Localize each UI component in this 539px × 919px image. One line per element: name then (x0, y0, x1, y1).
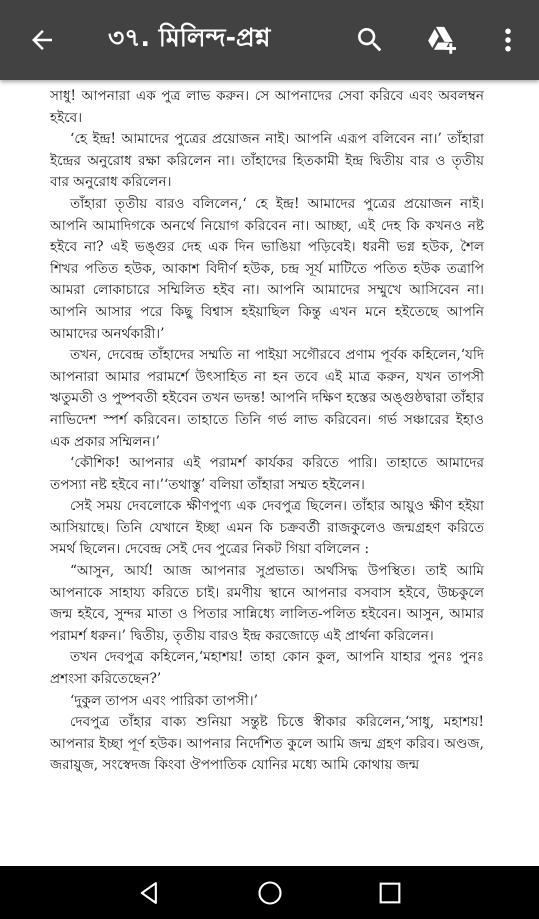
paragraph: ‘হে ইন্দ্র! আমাদের পুত্রের প্রয়োজন নাই। আপনি এরূপ বলিবেন না।’ তাঁহারা ইন্দ্রের অনুরোধ রক্ষা করিলেন না। তাঁহাদের হিতকামী ইন্দ্র দ্বিতীয় বার ও তৃতীয় বার অনুরোধ করিলেন। (50, 131, 484, 191)
paragraph: সেই সময় দেবলোকে ক্ষীণপুণ্য এক দেবপুত্র ছিলেন। তাঁহার আয়ুও ক্ষীণ হইয়া আসিয়াছে। তিনি যেখানে ইচ্ছা এমন কি চক্রবর্তী রাজকুলেও জন্মগ্রহণ করিতে সমর্থ ছিলেন। দেবেন্দ্র সেই দেব পুত্রের নিকট গিয়া বলিলেন : (50, 498, 484, 558)
system-nav-bar (0, 866, 539, 919)
nav-recents-button[interactable] (370, 874, 410, 912)
app-bar (0, 0, 539, 80)
paragraph: তাঁহারা তৃতীয় বারও বলিলেন,‘ হে ইন্দ্র! আমাদের পুত্রের প্রয়োজন নাই। আপনি আমাদিগকে অনর্থে নিয়োগ করিবেন না। আচ্ছা, এই দেহ কি কখনও নষ্ট হইবে না? এই ভঙ্গুর দেহ এক দিন ভাঙিয়া পড়িবেই। ধরনী ভগ্ন হউক, শৈল শিখর পতিত হউক, আকাশ বিদীর্ণ হউক, চন্দ্র সূর্য মাটিতে পতিত হউক তত্রাপি আমরা লোকাচারে সম্মিলিত হইব না। আপনি আমাদের সম্মুখে আসিবেন না। আপনি আসার পরে কিছু বিশ্বাস হইয়াছিল কিন্তু এখন মনে হইতেছে আপনি আমাদের অনর্থকারী।’ (50, 195, 484, 342)
nav-recents-icon (376, 879, 404, 907)
book-page[interactable] (0, 80, 539, 866)
search-button[interactable] (350, 20, 390, 60)
page-body-text (50, 86, 484, 777)
back-button[interactable] (22, 20, 62, 60)
paragraph: তখন, দেবেন্দ্র তাঁহাদের সম্মতি না পাইয়া সগৌরবে প্রণাম পূর্বক কহিলেন,‘যদি আপনারা আমার পরামর্শে উৎসাহিত না হন তবে এই মাত্র করুন, যখন তাপসী ঋতুমতী ও পুষ্পবতী হইবেন তখন ভদন্ত! আপনি দক্ষিণ হস্তের অঙ্গুষ্ঠদ্বারা তাঁহার নাভিদেশ স্পর্শ করিবেন। তাহাতে তিনি গর্ভ লাভ করিবেন। গর্ভ সঞ্চারের ইহাও এক প্রকার সম্মিলন।’ (50, 347, 484, 450)
nav-back-button[interactable] (130, 874, 170, 912)
drive-add-icon (425, 24, 459, 56)
arrow-back-icon (27, 25, 57, 55)
search-icon (354, 24, 386, 56)
paragraph: দেবপুত্র তাঁহার বাক্য শুনিয়া সন্তুষ্ট চিত্তে স্বীকার করিলেন,‘সাধু, মহাশয়! আপনার ইচ্ছা পূর্ণ হউক। আপনার নির্দেশিত কুলে আমি জন্ম গ্রহণ করিব। অণ্ডজ, জরায়ুজ, সংস্বেদজ কিংবা ঔপপাতিক যোনির মধ্যে আমি কোথায় জন্ম (50, 714, 484, 774)
paragraph: সাধু! আপনারা এক পুত্র লাভ করুন। সে আপনাদের সেবা করিবে এবং অবলম্বন হইবে। (50, 88, 484, 126)
nav-home-icon (256, 879, 284, 907)
paragraph: ‘কৌশিক! আপনার এই পরামর্শ কার্যকর করিতে পারি। তাহাতে আমাদের তপস্যা নষ্ট হইবে না।’‘তথাস্তু’ বলিয়া তাঁহারা সম্মত হইলেন। (50, 455, 484, 493)
more-vert-icon (493, 25, 523, 55)
page-title: ৩৭. মিলিন্দ-প্রশ্ন (108, 23, 271, 52)
paragraph: ‘দুকুল তাপস এবং পারিকা তাপসী।’ (70, 692, 258, 709)
more-menu-button[interactable] (488, 20, 528, 60)
paragraph: তখন দেবপুত্র কহিলেন,‘মহাশয়! তাহা কোন কুল, আপনি যাহার পুনঃ পুনঃ প্রশংসা করিতেছেন?’ (50, 649, 484, 688)
nav-home-button[interactable] (250, 874, 290, 912)
drive-add-button[interactable] (422, 20, 462, 60)
nav-back-icon (136, 879, 164, 907)
paragraph: “আসুন, আর্য! আজ আপনার সুপ্রভাত। অর্থসিদ্ধ উপস্থিত। তাই আমি আপনাকে সাহায্য করিতে চাই। রমণীয় স্থানে আপনার বসবাস হইবে, উচ্চকুলে জন্ম হইবে, সুন্দর মাতা ও পিতার সান্নিধ্যে লালিত-পলিত হইবেন। আসুন, আমার পরামর্শ ধরুন।’ দ্বিতীয়, তৃতীয় বারও ইন্দ্র করজোড়ে এই প্রার্থনা করিলেন। (50, 563, 484, 644)
